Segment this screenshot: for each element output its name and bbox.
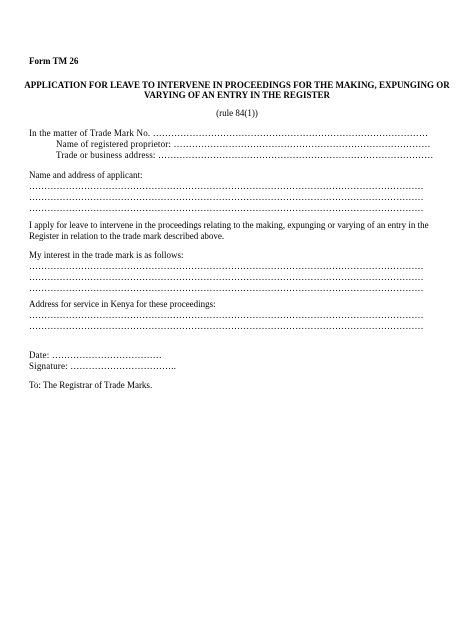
registrar-addressee: To: The Registrar of Trade Marks. (29, 380, 153, 390)
form-title-line2: VARYING OF AN ENTRY IN THE REGISTER (144, 90, 330, 100)
signature-field: Signature: …………………………….. (29, 361, 177, 371)
service-dotted-line-2: ………………………………………………………………………………………………………………… (29, 321, 424, 331)
date-field: Date: ……………………………… (29, 350, 162, 360)
application-statement: I apply for leave to intervene in the proceedings relating to the making, expunging or varying of an entry in the Register in relation to the trade mark described above. (29, 220, 429, 241)
rule-reference: (rule 84(1)) (216, 108, 258, 118)
service-address-label: Address for service in Kenya for these proceedings: (29, 299, 216, 309)
applicant-label: Name and address of applicant: (29, 170, 143, 180)
interest-dotted-line-1: ………………………………………………………………………………………………………………… (29, 261, 424, 271)
applicant-dotted-line-1: ………………………………………………………………………………………………………………… (29, 181, 424, 191)
interest-dotted-line-3: ………………………………………………………………………………………………………………… (29, 283, 424, 293)
business-address-field: Trade or business address: ……………………………………………………………………………… (56, 150, 434, 160)
interest-dotted-line-2: ………………………………………………………………………………………………………………… (29, 272, 424, 282)
proprietor-name-field: Name of registered proprietor: ………………………………………………………………………… (56, 139, 431, 149)
applicant-dotted-line-3: ………………………………………………………………………………………………………………… (29, 203, 424, 213)
trade-mark-number-field: In the matter of Trade Mark No. ……………………………………………………………………………… (29, 128, 429, 138)
service-dotted-line-1: ………………………………………………………………………………………………………………… (29, 310, 424, 320)
interest-label: My interest in the trade mark is as follows: (29, 250, 184, 260)
form-label: Form TM 26 (29, 56, 79, 66)
applicant-dotted-line-2: ………………………………………………………………………………………………………………… (29, 192, 424, 202)
form-title-line1: APPLICATION FOR LEAVE TO INTERVENE IN PROCEEDINGS FOR THE MAKING, EXPUNGING OR (24, 80, 450, 90)
